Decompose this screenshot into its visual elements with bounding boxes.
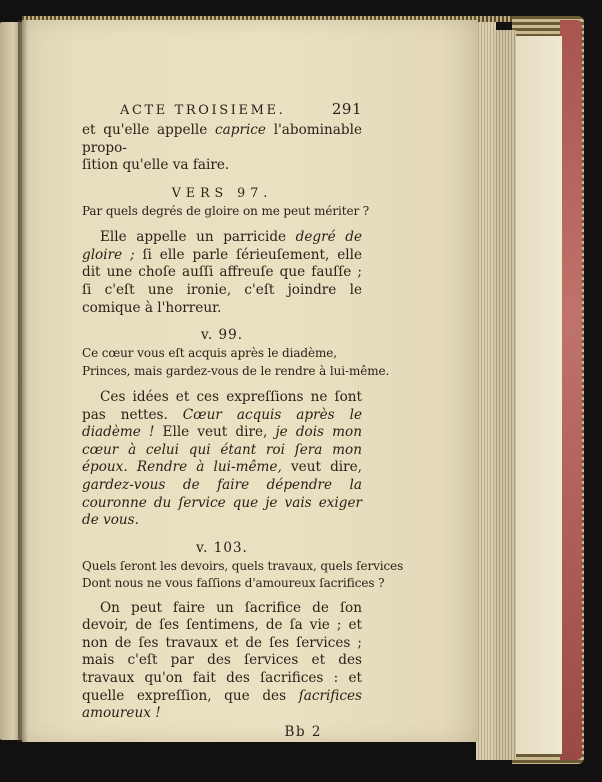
verse-heading-2: v. 99. — [200, 327, 244, 344]
p2-text-c: ſi elle parle ſérieuſement, elle dit une choſe auſſi affreuſe que fauſſe ; ſi c'eſt une ironie, c'eſt joindre le comique à l'horreur. — [82, 246, 362, 316]
verse-heading-1: VERS 97. — [171, 184, 273, 200]
p4-italic: ſacrifices amoureux ! — [82, 687, 362, 722]
page-number: 291 — [331, 100, 362, 118]
page-edges — [476, 22, 496, 760]
p3-italic-f: gardez-vous de faire dépendre la couronne du ſervice que je vais exiger de vous. — [82, 476, 362, 529]
p2-text-a: Elle appelle un parricide — [100, 229, 296, 246]
gutter-shadow — [18, 20, 28, 742]
verse-quote-3b: Dont nous ne vous faſſions d'amoureux ſacrifices ? — [82, 576, 385, 591]
p3-text-c: Elle veut dire, — [154, 424, 276, 441]
paragraph-3 — [82, 389, 362, 530]
p1-text-a: et qu'elle appelle — [82, 122, 216, 138]
verse-quote-2b: Princes, mais gardez-vous de le rendre à lui-même. — [82, 363, 390, 378]
verse-quote-1: Par quels degrés de gloire on me peut mériter ? — [82, 203, 370, 218]
cover-marbled-edge — [560, 20, 582, 760]
p3-text-a: Ces idées et ces expreſſions ne ſont pas nettes. — [82, 388, 362, 423]
p1-italic: caprice — [215, 122, 266, 138]
page-text — [82, 100, 404, 741]
signature-mark: Bb 2 — [284, 723, 322, 740]
paragraph-4 — [82, 600, 362, 723]
verse-quote-2a: Ce cœur vous eſt acquis après le diadème, — [82, 346, 337, 361]
page-edges-back — [494, 30, 516, 760]
p1-text-d: ſition qu'elle va faire. — [82, 157, 230, 174]
p2-italic: degré de gloire ; — [82, 229, 362, 263]
p4-text-a: On peut faire un ſacrifice de ſon devoir, de ſes ſentimens, de ſa vie ; et non de ſes travaux et de ſes ſervices ; mais c'eſt par des ſervices et des travaux qu'on fait des ſacrifices : et quelle expreſſion, que des — [82, 599, 362, 704]
verse-quote-3a: Quels ſeront les devoirs, quels travaux, quels ſervices — [82, 558, 404, 573]
paragraph-1 — [82, 122, 362, 175]
p3-italic-d: je dois mon cœur à celui qui étant roi ſera mon époux. Rendre à lui-même, — [82, 424, 362, 476]
p3-text-e: veut dire, — [281, 459, 362, 476]
p1-text-c: l'abominable propo- — [82, 122, 362, 156]
endpaper — [516, 36, 562, 754]
paragraph-2 — [82, 229, 362, 317]
running-header — [120, 100, 362, 122]
verse-heading-3: v. 103. — [196, 539, 248, 556]
header-title: ACTE TROISIEME. — [120, 103, 286, 118]
p3-italic-b: Cœur acquis après le diadème ! — [82, 406, 362, 441]
